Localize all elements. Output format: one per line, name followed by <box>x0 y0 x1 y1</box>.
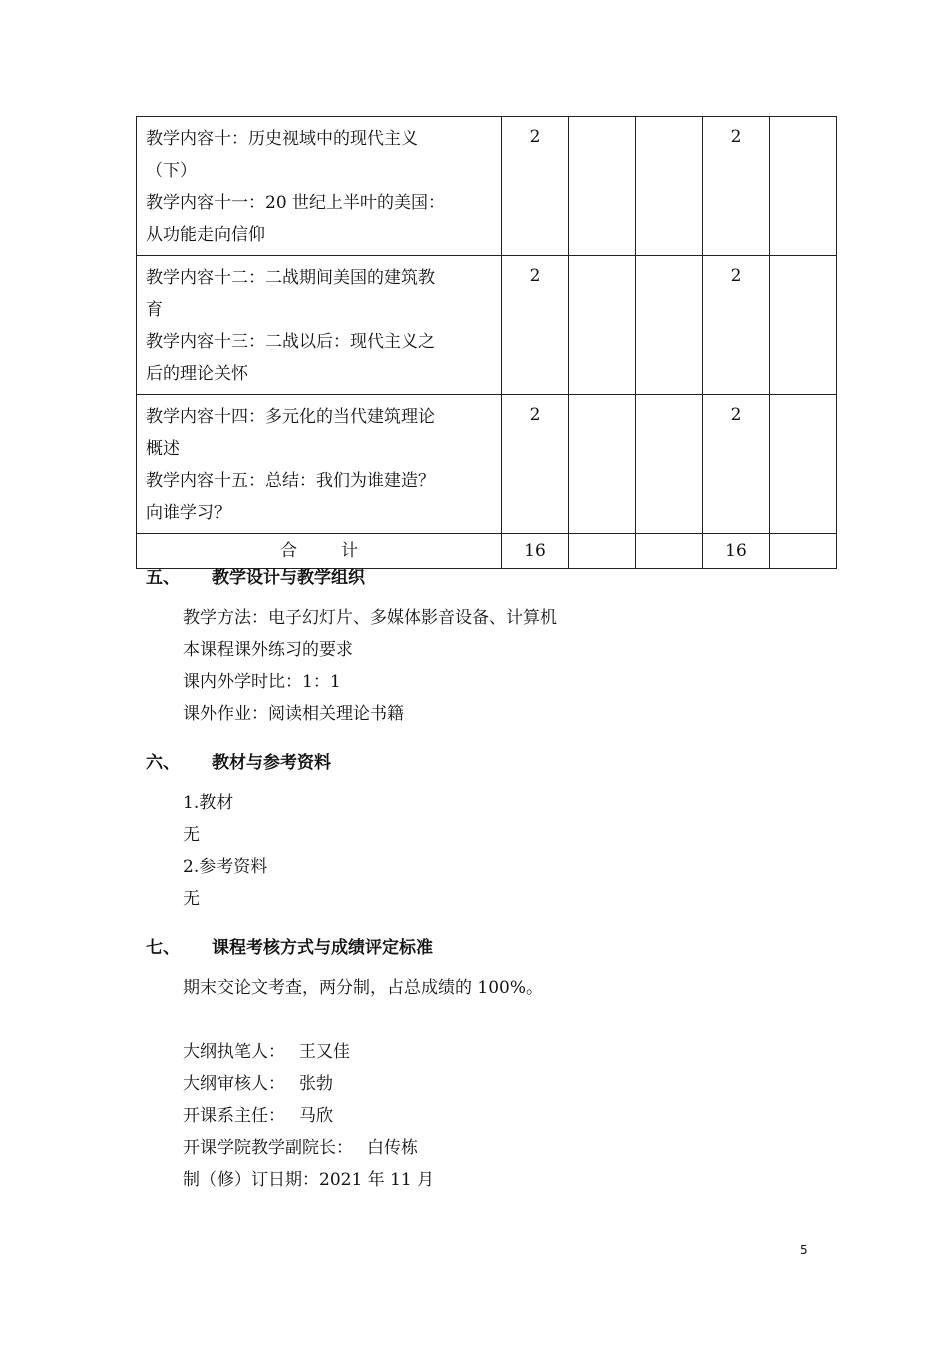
hours-cell: 2 <box>502 395 569 534</box>
signature-value: 王又佳 <box>299 1042 350 1062</box>
section-body <box>183 972 543 1004</box>
total-label-a: 合 <box>280 541 297 561</box>
content-cell <box>137 117 502 256</box>
content-line: 概述 <box>146 439 180 459</box>
content-line: 从功能走向信仰 <box>146 225 265 245</box>
hours-cell: 2 <box>703 117 770 256</box>
hours-cell: 2 <box>502 117 569 256</box>
content-line: 教学内容十：历史视域中的现代主义 <box>146 129 418 149</box>
signature-block <box>183 1036 434 1196</box>
body-line: 1.教材 <box>183 793 234 813</box>
content-line: 后的理论关怀 <box>146 364 248 384</box>
signature-label: 制（修）订日期： <box>183 1170 319 1190</box>
total-hours-cell: 16 <box>703 534 770 569</box>
hours-cell: 2 <box>703 395 770 534</box>
section-title: 课程考核方式与成绩评定标准 <box>212 938 433 958</box>
content-line: 教学内容十二：二战期间美国的建筑教 <box>146 268 435 288</box>
table-row <box>137 256 837 395</box>
hours-cell <box>770 117 837 256</box>
hours-cell <box>636 117 703 256</box>
section-number: 六、 <box>146 753 180 773</box>
hours-cell: 2 <box>703 256 770 395</box>
content-cell <box>137 256 502 395</box>
hours-cell <box>569 256 636 395</box>
body-line: 本课程课外练习的要求 <box>183 640 353 660</box>
content-cell <box>137 395 502 534</box>
total-label-b: 计 <box>341 541 358 561</box>
body-line: 无 <box>183 825 200 845</box>
hours-cell <box>569 117 636 256</box>
body-line: 无 <box>183 889 200 909</box>
signature-label: 开课系主任： <box>183 1106 285 1126</box>
body-line: 教学方法：电子幻灯片、多媒体影音设备、计算机 <box>183 608 557 628</box>
content-line: 教学内容十四：多元化的当代建筑理论 <box>146 407 435 427</box>
signature-label: 开课学院教学副院长： <box>183 1138 353 1158</box>
course-hours-table <box>136 116 837 569</box>
body-line: 期末交论文考查，两分制，占总成绩的 100%。 <box>183 978 544 998</box>
section-title: 教材与参考资料 <box>212 753 331 773</box>
signature-value: 马欣 <box>299 1106 333 1126</box>
hours-cell <box>569 395 636 534</box>
signature-line <box>183 1164 434 1196</box>
signature-label: 大纲审核人： <box>183 1074 285 1094</box>
signature-line <box>183 1068 434 1100</box>
signature-label: 大纲执笔人： <box>183 1042 285 1062</box>
content-line: 教学内容十五：总结：我们为谁建造？ <box>146 471 435 491</box>
section-heading <box>146 748 331 773</box>
content-line: 教学内容十三：二战以后：现代主义之 <box>146 332 435 352</box>
content-line: 育 <box>146 300 163 320</box>
section-title: 教学设计与教学组织 <box>212 568 365 588</box>
signature-value: 2021 年 11 月 <box>319 1170 435 1190</box>
signature-line <box>183 1036 434 1068</box>
body-line: 课外作业：阅读相关理论书籍 <box>183 704 404 724</box>
section-body <box>183 602 557 730</box>
total-hours-cell <box>569 534 636 569</box>
total-hours-cell <box>770 534 837 569</box>
signature-value: 白传栋 <box>367 1138 418 1158</box>
signature-value: 张勃 <box>299 1074 333 1094</box>
hours-cell: 2 <box>502 256 569 395</box>
content-line: 向谁学习？ <box>146 503 231 523</box>
hours-cell <box>770 395 837 534</box>
section-heading <box>146 563 365 588</box>
section-number: 七、 <box>146 938 180 958</box>
body-line: 课内外学时比：1：1 <box>183 672 341 692</box>
total-hours-cell <box>636 534 703 569</box>
hours-cell <box>636 256 703 395</box>
section-heading <box>146 933 433 958</box>
section-body <box>183 787 267 915</box>
hours-cell <box>636 395 703 534</box>
table-row <box>137 395 837 534</box>
total-hours-cell: 16 <box>502 534 569 569</box>
section-number: 五、 <box>146 568 180 588</box>
page-number: 5 <box>800 1243 808 1257</box>
content-line: 教学内容十一：20 世纪上半叶的美国： <box>146 193 446 213</box>
signature-line <box>183 1132 434 1164</box>
hours-cell <box>770 256 837 395</box>
signature-line <box>183 1100 434 1132</box>
table-row <box>137 117 837 256</box>
content-line: （下） <box>146 161 197 181</box>
body-line: 2.参考资料 <box>183 857 268 877</box>
